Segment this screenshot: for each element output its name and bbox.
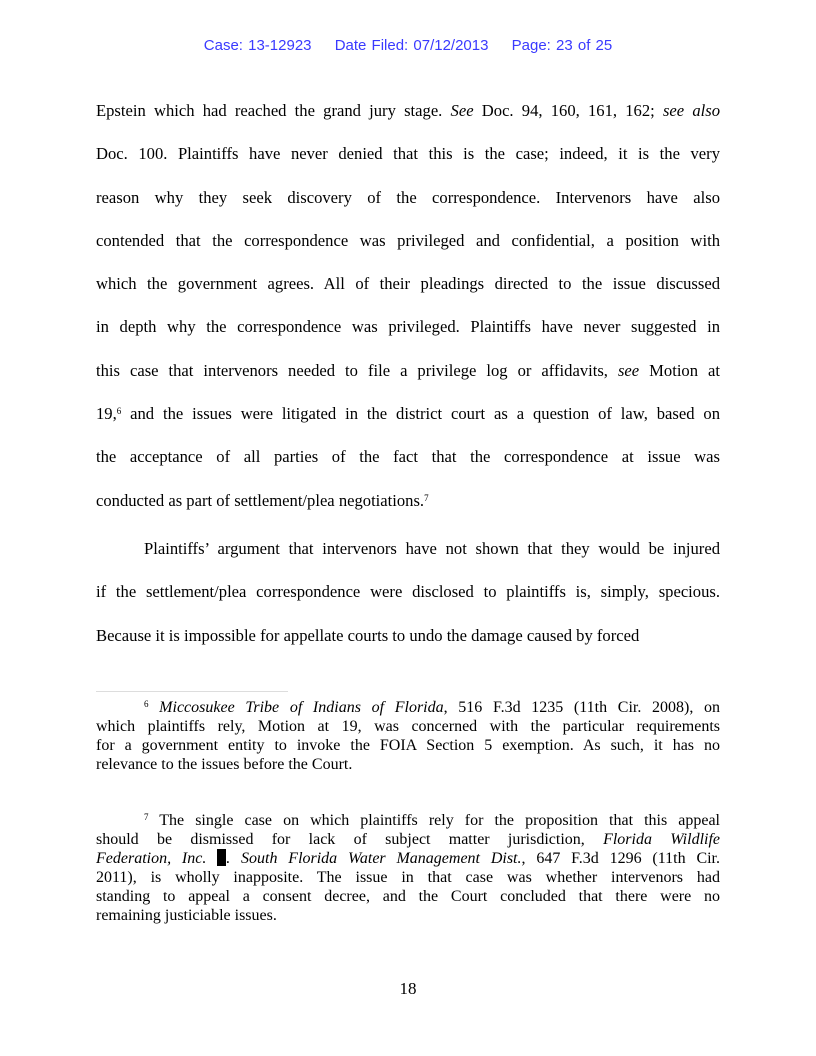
italic-text: Miccosukee Tribe of Indians of Florida	[159, 699, 444, 716]
text-line: 19,$^6$ and the issues were litigated in the district court as a question of law, based on	[96, 404, 720, 424]
page-number: 18	[399, 979, 417, 998]
text-line: reason why they seek discovery of the correspondence. Intervenors have also	[96, 187, 720, 207]
footnote-7	[96, 811, 720, 925]
text-line: this case that intervenors needed to file a privilege log or affidavits, see Motion at	[96, 360, 720, 380]
date-filed: Date Filed: 07/12/2013	[334, 37, 489, 54]
text-line: which plaintiffs rely, Motion at 19, was concerned with the particular requirements	[96, 718, 720, 735]
text-line: should be dismissed for lack of subject matter jurisdiction, Florida Wildlife	[96, 831, 720, 848]
text-line: standing to appeal a consent decree, and the Court concluded that there were no	[96, 888, 720, 905]
italic-text: see also	[662, 101, 720, 120]
text-line: contended that the correspondence was privileged and confidential, a position with	[96, 230, 720, 250]
footnote-marker: 7	[144, 812, 149, 822]
text-line: relevance to the issues before the Court.	[96, 756, 353, 773]
text-line: for a government entity to invoke the FOIA Section 5 exemption. As such, it has no	[96, 737, 720, 754]
text-line: 2011), is wholly inapposite. The issue in that case was whether intervenors had	[96, 869, 720, 886]
text-line: Federation, Inc. . South Florida Water Management Dist., 647 F.3d 1296 (11th Cir.	[96, 850, 720, 867]
footnote-divider	[96, 691, 288, 692]
text-line: Doc. 100. Plaintiffs have never denied that this is the case; indeed, it is the very	[96, 144, 720, 164]
text-line: Because it is impossible for appellate courts to undo the damage caused by forced	[96, 625, 640, 645]
italic-text: see	[617, 360, 640, 380]
text-line: $^7$ The single case on which plaintiffs rely for the proposition that this appeal	[144, 812, 720, 829]
paragraph-1	[96, 101, 720, 534]
text-line: Epstein which had reached the grand jury stage. See Doc. 94, 160, 161, 162; see also	[96, 101, 720, 120]
text-line: the acceptance of all parties of the fact that the correspondence at issue was	[96, 447, 720, 467]
text-line: if the settlement/plea correspondence were disclosed to plaintiffs is, simply, specious.	[96, 582, 720, 602]
text-line: which the government agrees. All of their pleadings directed to the issue discussed	[96, 274, 720, 294]
case-header	[0, 37, 816, 54]
text-line: $^6$ Miccosukee Tribe of Indians of Florida, 516 F.3d 1235 (11th Cir. 2008), on	[144, 699, 720, 716]
italic-text: See	[450, 101, 474, 120]
footnote-marker: 6	[116, 406, 122, 417]
text-line: Plaintiffs’ argument that intervenors have not shown that they would be injured	[144, 539, 720, 558]
italic-text: Federation, Inc.	[96, 850, 218, 867]
footnote-marker: 7	[424, 492, 429, 503]
italic-text: . South Florida Water Management Dist.	[226, 850, 522, 867]
page-indicator: Page: 23 of 25	[511, 37, 613, 54]
text-line: in depth why the correspondence was privileged. Plaintiffs have never suggested in	[96, 317, 720, 337]
case-number: Case: 13-12923	[203, 37, 312, 54]
text-line: conducted as part of settlement/plea negotiations.$^7$	[96, 490, 429, 510]
text-line: remaining justiciable issues.	[96, 907, 277, 924]
footnote-6	[96, 698, 720, 774]
footnote-marker: 6	[144, 699, 149, 709]
paragraph-2	[96, 539, 720, 669]
redaction-box	[217, 849, 226, 866]
italic-text: Florida Wildlife	[603, 831, 720, 848]
